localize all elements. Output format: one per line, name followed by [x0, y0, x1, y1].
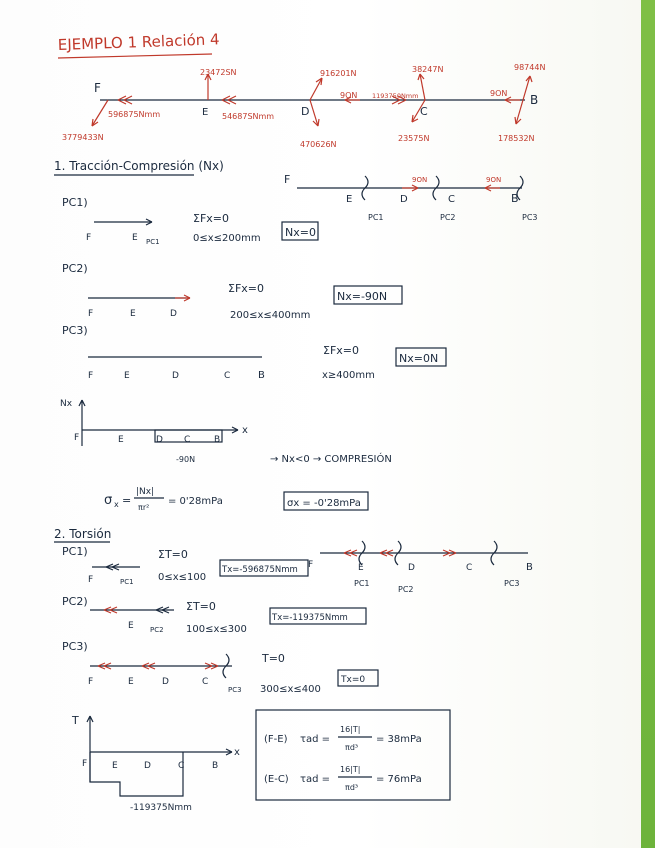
svg-text:PC2: PC2 — [150, 626, 164, 634]
svg-text:D: D — [170, 309, 177, 319]
svg-text:(E-C): (E-C) — [264, 774, 289, 785]
load-B-up: 98744N — [514, 63, 546, 72]
svg-text:|Nx|: |Nx| — [136, 487, 155, 497]
svg-text:-119375Nmm: -119375Nmm — [130, 803, 192, 813]
torsion-pc2 — [62, 595, 366, 635]
svg-text:D: D — [172, 371, 179, 381]
svg-text:E: E — [112, 761, 118, 771]
svg-text:= 38mPa: = 38mPa — [376, 734, 422, 745]
torsion-pc2-result: Tx=-119375Nmm — [272, 613, 348, 623]
cut-schematic — [284, 173, 538, 222]
svg-text:B: B — [526, 562, 533, 573]
shear-stress-box — [256, 710, 450, 800]
svg-text:PC1: PC1 — [146, 238, 160, 246]
load-F-torque: 596875Nmm — [108, 110, 161, 119]
svg-text:x: x — [242, 425, 248, 436]
svg-text:PC2: PC2 — [440, 213, 456, 222]
load-C-torque: 1193750Nmm — [372, 92, 419, 100]
node-B: B — [530, 93, 539, 107]
svg-text:σ: σ — [104, 493, 113, 508]
svg-text:C: C — [178, 761, 185, 771]
svg-text:=: = — [122, 494, 132, 507]
svg-text:-90N: -90N — [176, 455, 196, 464]
svg-text:C: C — [202, 677, 209, 687]
torsion-pc3 — [62, 640, 378, 695]
load-D-up: 916201N — [320, 69, 357, 78]
svg-text:D: D — [156, 435, 163, 445]
svg-text:F: F — [88, 371, 94, 381]
svg-text:πr²: πr² — [138, 503, 150, 512]
axial-stress-result: σx = -0'28mPa — [287, 498, 361, 509]
svg-text:PC3): PC3) — [62, 324, 88, 337]
main-beam — [62, 63, 545, 149]
torsion-schematic — [308, 541, 533, 594]
svg-text:T=0: T=0 — [262, 652, 285, 665]
svg-text:τad =: τad = — [300, 734, 331, 745]
svg-text:PC3): PC3) — [62, 640, 88, 653]
svg-text:F: F — [284, 173, 291, 186]
svg-text:PC1: PC1 — [354, 579, 370, 588]
section2-title: 2. Torsión — [54, 527, 112, 541]
load-F-down: 3779433N — [62, 133, 104, 142]
svg-text:F: F — [88, 677, 94, 687]
svg-text:PC3: PC3 — [522, 213, 538, 222]
svg-text:D: D — [408, 563, 415, 573]
svg-text:200≤x≤400mm: 200≤x≤400mm — [230, 310, 311, 321]
pc1-result: Nx=0 — [285, 226, 316, 239]
svg-text:D: D — [144, 761, 151, 771]
svg-text:F: F — [88, 575, 94, 585]
axial-stress — [104, 487, 368, 512]
node-F: F — [94, 81, 101, 95]
axial-pc1 — [62, 196, 318, 246]
svg-text:C: C — [184, 435, 191, 445]
load-E-up: 23472SN — [200, 68, 237, 77]
svg-text:E: E — [358, 563, 364, 573]
load-D-axial: 9ON — [340, 91, 358, 100]
axial-pc2 — [62, 262, 402, 321]
svg-text:0≤x≤200mm: 0≤x≤200mm — [193, 233, 261, 244]
svg-text:F: F — [308, 560, 314, 570]
torsion-pc3-result: Tx=0 — [341, 675, 366, 685]
svg-text:16|T|: 16|T| — [340, 725, 361, 734]
node-E: E — [202, 107, 209, 118]
svg-text:PC1: PC1 — [120, 578, 134, 586]
svg-text:E: E — [124, 371, 130, 381]
svg-text:E: E — [128, 677, 134, 687]
svg-text:ΣT=0: ΣT=0 — [158, 548, 188, 561]
svg-text:0≤x≤100: 0≤x≤100 — [158, 572, 207, 583]
svg-text:PC1): PC1) — [62, 196, 88, 209]
svg-text:PC3: PC3 — [228, 686, 242, 694]
svg-text:C: C — [448, 194, 455, 205]
svg-text:x≥400mm: x≥400mm — [322, 370, 375, 381]
svg-text:E: E — [346, 194, 353, 205]
svg-text:E: E — [132, 233, 138, 243]
svg-text:300≤x≤400: 300≤x≤400 — [260, 684, 321, 695]
svg-text:τad =: τad = — [300, 774, 331, 785]
svg-text:PC3: PC3 — [504, 579, 520, 588]
load-C-up: 38247N — [412, 65, 444, 74]
svg-text:πd³: πd³ — [345, 783, 359, 792]
load-B-down: 178532N — [498, 134, 535, 143]
svg-text:F: F — [86, 233, 92, 243]
load-C-down: 23575N — [398, 134, 430, 143]
load-B-axial: 9ON — [490, 89, 508, 98]
svg-text:ΣFx=0: ΣFx=0 — [228, 282, 265, 295]
torsion-pc1 — [62, 545, 308, 586]
svg-text:C: C — [224, 371, 231, 381]
svg-text:ΣFx=0: ΣFx=0 — [323, 344, 360, 357]
section1-title: 1. Tracción-Compresión (Nx) — [54, 159, 224, 173]
svg-text:E: E — [118, 435, 124, 445]
svg-text:PC1): PC1) — [62, 545, 88, 558]
axial-force-diagram — [60, 399, 392, 465]
svg-text:πd³: πd³ — [345, 743, 359, 752]
svg-text:E: E — [130, 309, 136, 319]
svg-text:x: x — [234, 747, 240, 758]
svg-text:B: B — [511, 192, 519, 205]
svg-text:16|T|: 16|T| — [340, 765, 361, 774]
page-title: EJEMPLO 1 Relación 4 — [57, 30, 220, 54]
svg-text:T: T — [72, 714, 79, 727]
svg-text:F: F — [88, 309, 94, 319]
svg-text:D: D — [400, 194, 408, 205]
svg-text:x: x — [114, 500, 119, 509]
load-E-torque: 54687SNmm — [222, 112, 275, 121]
svg-text:E: E — [128, 621, 134, 631]
svg-text:9ON: 9ON — [486, 176, 502, 184]
svg-text:D: D — [162, 677, 169, 687]
svg-text:F: F — [82, 759, 88, 769]
torque-diagram — [71, 714, 240, 813]
svg-text:C: C — [466, 563, 473, 573]
svg-text:PC2): PC2) — [62, 595, 88, 608]
svg-text:PC2): PC2) — [62, 262, 88, 275]
svg-text:F: F — [74, 433, 80, 443]
svg-text:B: B — [212, 761, 219, 771]
svg-text:= 76mPa: = 76mPa — [376, 774, 422, 785]
svg-text:ΣFx=0: ΣFx=0 — [193, 212, 230, 225]
svg-text:100≤x≤300: 100≤x≤300 — [186, 624, 247, 635]
svg-text:PC2: PC2 — [398, 585, 414, 594]
svg-text:PC1: PC1 — [368, 213, 384, 222]
pc2-result: Nx=-90N — [337, 290, 388, 303]
svg-text:= 0'28mPa: = 0'28mPa — [168, 496, 223, 507]
svg-text:B: B — [214, 435, 221, 445]
svg-text:ΣT=0: ΣT=0 — [186, 600, 216, 613]
svg-text:Nx: Nx — [60, 399, 73, 409]
axial-pc3 — [62, 324, 446, 381]
load-D-down: 470626N — [300, 140, 337, 149]
svg-text:(F-E): (F-E) — [264, 734, 288, 745]
pc3-result: Nx=0N — [399, 352, 439, 365]
svg-text:9ON: 9ON — [412, 176, 428, 184]
torsion-pc1-result: Tx=-596875Nmm — [222, 565, 298, 575]
node-C: C — [420, 105, 428, 118]
svg-text:B: B — [258, 370, 265, 381]
node-D: D — [301, 105, 310, 118]
axial-conclusion: → Nx<0 → COMPRESIÓN — [270, 454, 392, 465]
